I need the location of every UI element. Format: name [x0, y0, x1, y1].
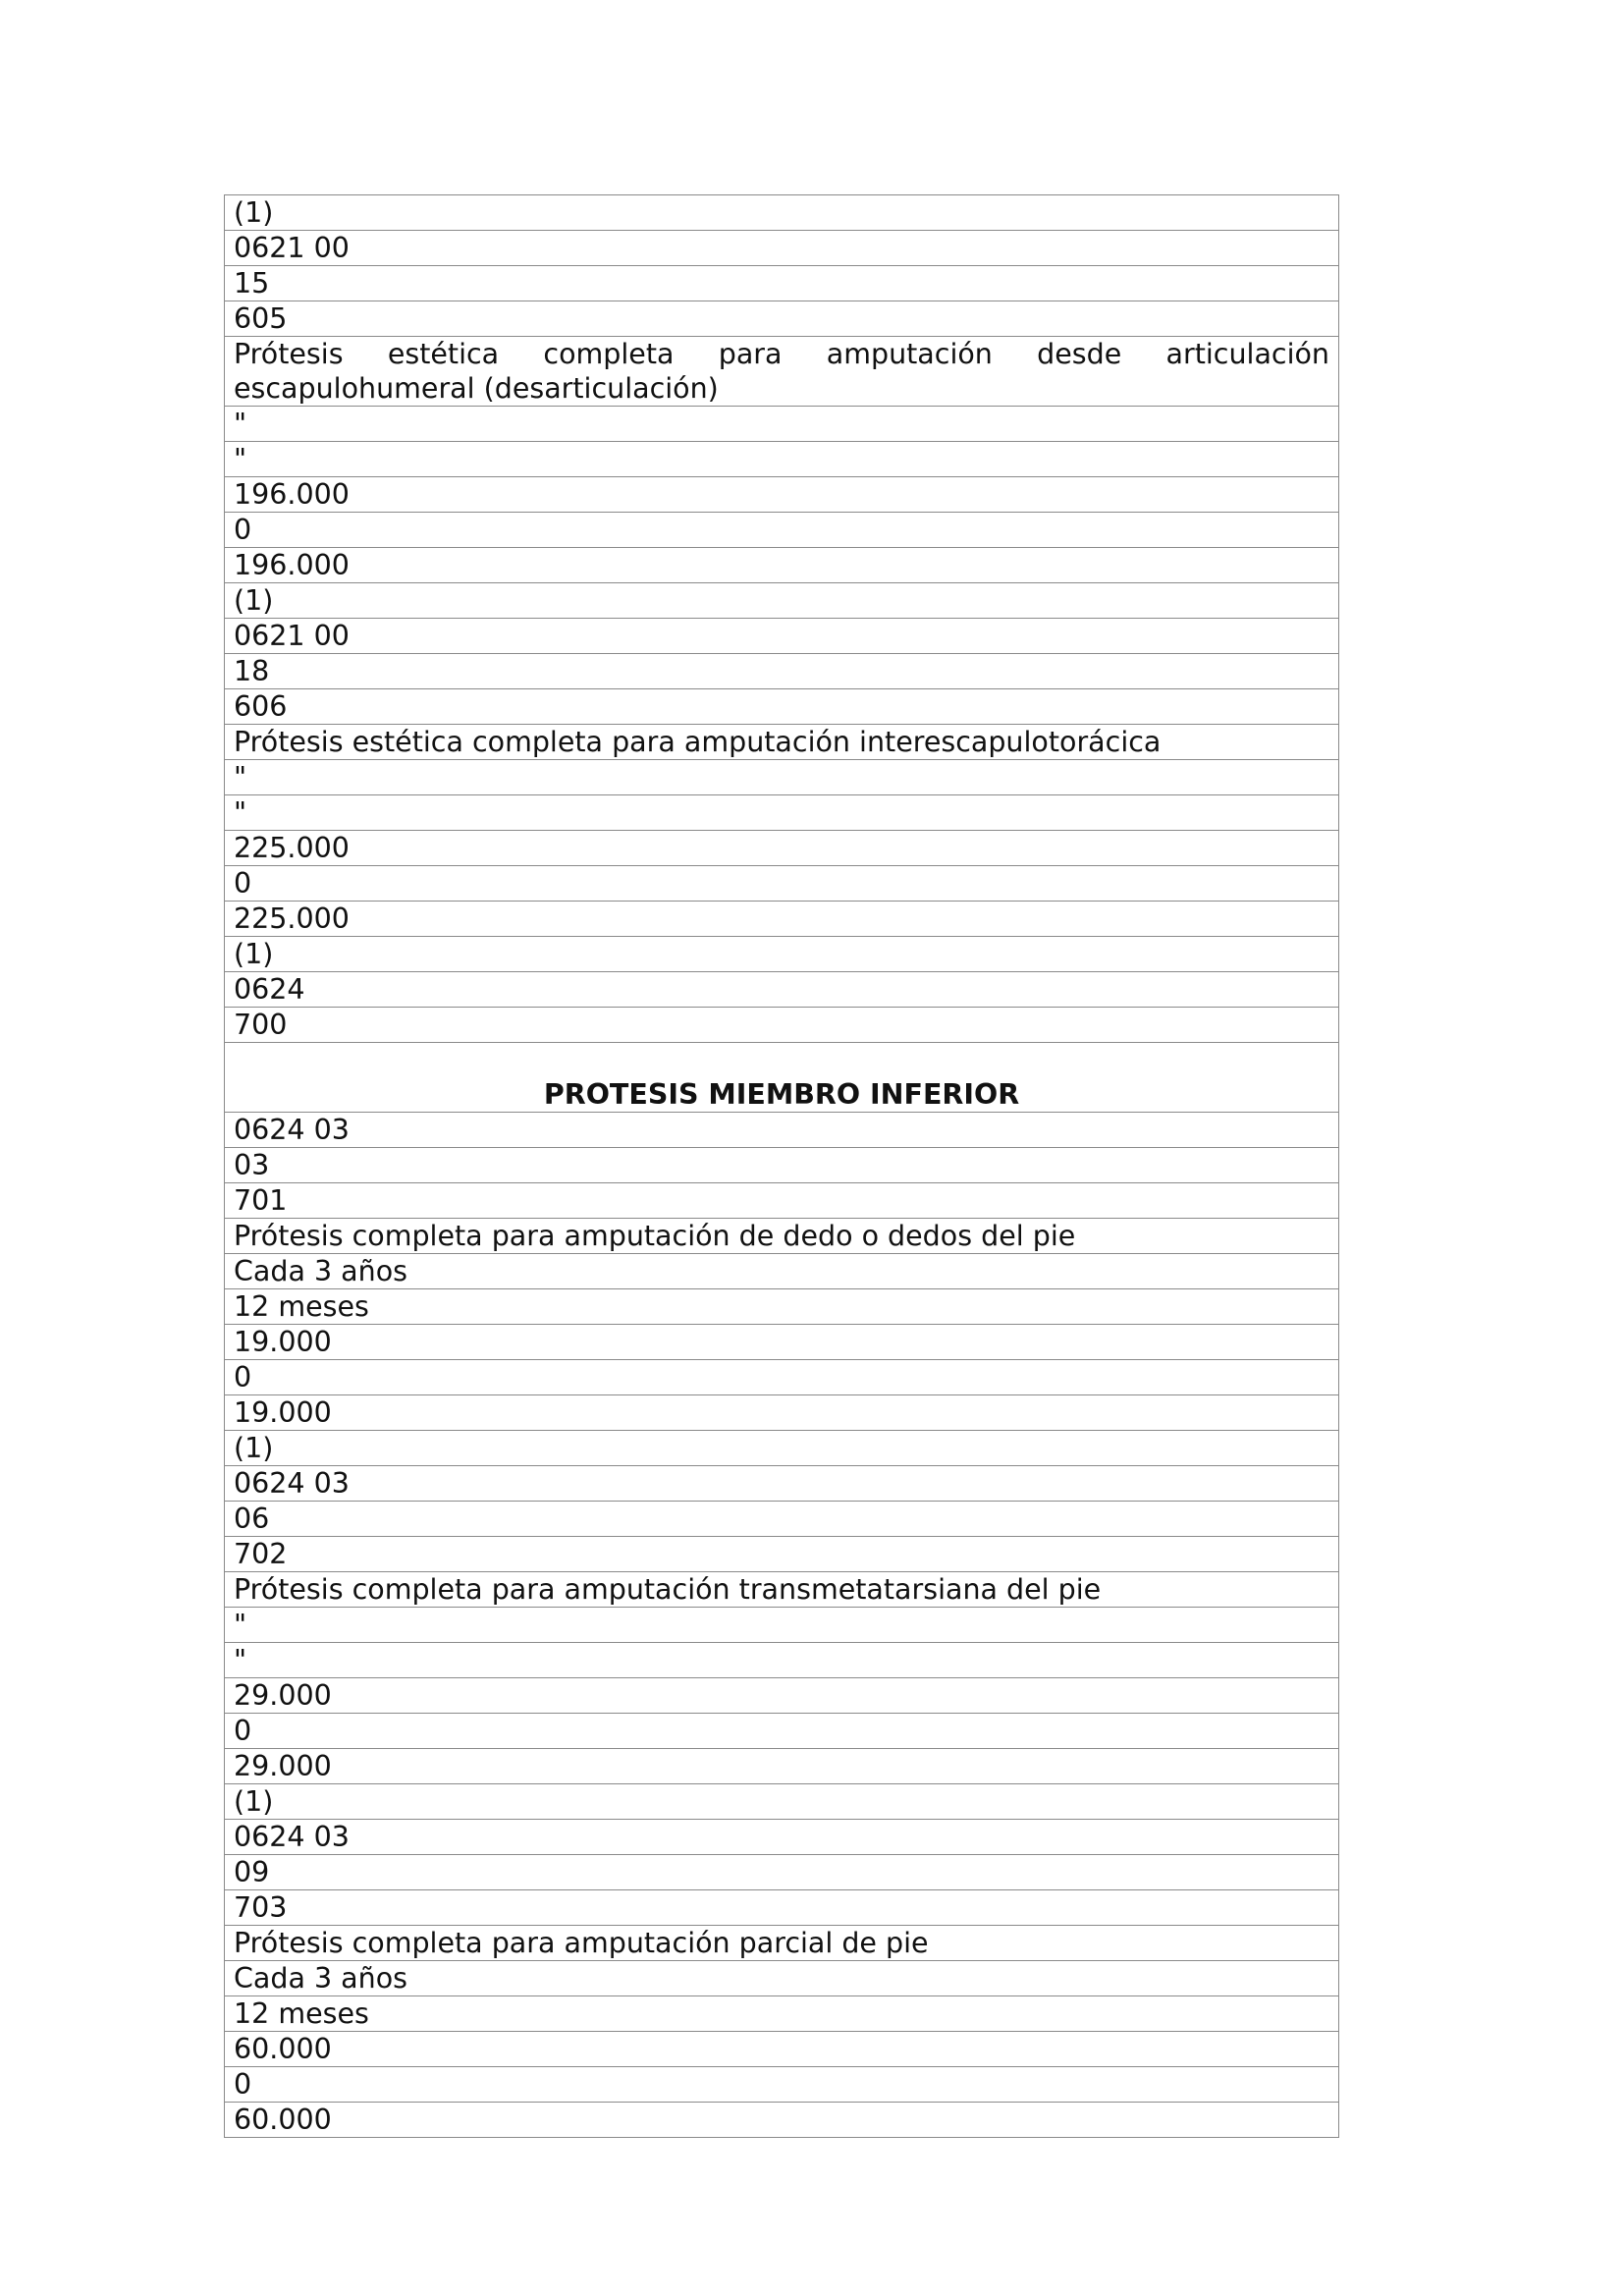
table-row [225, 2067, 1339, 2103]
table-cell: 225.000 [225, 902, 1339, 937]
table-row [225, 619, 1339, 654]
table-cell: 12 meses [225, 1996, 1339, 2032]
table-cell: " [225, 795, 1339, 831]
table-cell: 0624 03 [225, 1466, 1339, 1502]
table-cell: 702 [225, 1537, 1339, 1572]
table-row [225, 1572, 1339, 1608]
table-row [225, 831, 1339, 866]
table-cell: (1) [225, 1431, 1339, 1466]
table-row [225, 407, 1339, 442]
price-table [224, 194, 1339, 2138]
table-cell: 0 [225, 1360, 1339, 1395]
table-row [225, 1926, 1339, 1961]
table-row [225, 1996, 1339, 2032]
table-cell: Cada 3 años [225, 1961, 1339, 1996]
table-cell: 29.000 [225, 1678, 1339, 1714]
table-row [225, 2032, 1339, 2067]
table-row [225, 1608, 1339, 1643]
table-cell: 700 [225, 1008, 1339, 1043]
table-row [225, 689, 1339, 725]
table-cell: 225.000 [225, 831, 1339, 866]
table-cell: " [225, 1608, 1339, 1643]
table-cell: 0 [225, 2067, 1339, 2103]
table-cell: 0624 03 [225, 1113, 1339, 1148]
table-cell: (1) [225, 1784, 1339, 1820]
table-cell: " [225, 407, 1339, 442]
table-cell: 701 [225, 1183, 1339, 1219]
table-row [225, 442, 1339, 477]
table-row [225, 760, 1339, 795]
table-cell: (1) [225, 937, 1339, 972]
table-cell: Prótesis completa para amputación transmetatarsiana del pie [225, 1572, 1339, 1608]
table-cell: (1) [225, 195, 1339, 231]
table-cell: 0 [225, 866, 1339, 902]
table-cell: Cada 3 años [225, 1254, 1339, 1289]
table-row [225, 1643, 1339, 1678]
table-row [225, 972, 1339, 1008]
table-row [225, 548, 1339, 583]
table-cell: 15 [225, 266, 1339, 301]
table-row [225, 937, 1339, 972]
table-cell: 12 meses [225, 1289, 1339, 1325]
table-row [225, 1890, 1339, 1926]
table-row [225, 1113, 1339, 1148]
table-cell: 60.000 [225, 2103, 1339, 2138]
table-cell: 18 [225, 654, 1339, 689]
table-cell: " [225, 760, 1339, 795]
table-row [225, 795, 1339, 831]
table-row [225, 1254, 1339, 1289]
section-heading-row [225, 1043, 1339, 1113]
table-cell: 0 [225, 513, 1339, 548]
table-row [225, 1148, 1339, 1183]
table-row [225, 1714, 1339, 1749]
table-row [225, 1466, 1339, 1502]
table-cell: Prótesis estética completa para amputación desde articulación escapulohumeral (desarticulación) [225, 337, 1339, 407]
table-cell: 19.000 [225, 1325, 1339, 1360]
table-cell: 06 [225, 1502, 1339, 1537]
table-row [225, 1784, 1339, 1820]
table-cell: 606 [225, 689, 1339, 725]
table-row [225, 1961, 1339, 1996]
table-cell: Prótesis completa para amputación parcial de pie [225, 1926, 1339, 1961]
table-row [225, 1855, 1339, 1890]
table-row [225, 337, 1339, 407]
table-cell: 0624 [225, 972, 1339, 1008]
table-row [225, 301, 1339, 337]
table-row [225, 1325, 1339, 1360]
table-cell: 196.000 [225, 477, 1339, 513]
table-cell: 703 [225, 1890, 1339, 1926]
table-row [225, 583, 1339, 619]
table-cell: Prótesis estética completa para amputación interescapulotorácica [225, 725, 1339, 760]
table-row [225, 231, 1339, 266]
table-row [225, 1219, 1339, 1254]
table-row [225, 902, 1339, 937]
table-cell: 0621 00 [225, 231, 1339, 266]
table-cell: 196.000 [225, 548, 1339, 583]
table-cell: 0621 00 [225, 619, 1339, 654]
table-row [225, 1820, 1339, 1855]
table-row [225, 1289, 1339, 1325]
table-row [225, 513, 1339, 548]
table-cell: 03 [225, 1148, 1339, 1183]
table-row [225, 1678, 1339, 1714]
table-cell: (1) [225, 583, 1339, 619]
table-cell: 0 [225, 1714, 1339, 1749]
table-row [225, 477, 1339, 513]
table-row [225, 1749, 1339, 1784]
table-row [225, 1360, 1339, 1395]
table-row [225, 195, 1339, 231]
table-cell: Prótesis completa para amputación de dedo o dedos del pie [225, 1219, 1339, 1254]
table-row [225, 2103, 1339, 2138]
table-cell: 60.000 [225, 2032, 1339, 2067]
table-row [225, 654, 1339, 689]
table-row [225, 866, 1339, 902]
table-row [225, 1537, 1339, 1572]
section-heading: PROTESIS MIEMBRO INFERIOR [225, 1043, 1339, 1113]
table-cell: 19.000 [225, 1395, 1339, 1431]
table-cell: 09 [225, 1855, 1339, 1890]
table-row [225, 1502, 1339, 1537]
table-row [225, 1431, 1339, 1466]
table-row [225, 1395, 1339, 1431]
table-cell: 29.000 [225, 1749, 1339, 1784]
table-row [225, 266, 1339, 301]
table-row [225, 1183, 1339, 1219]
table-cell: " [225, 442, 1339, 477]
table-body [225, 195, 1339, 2138]
table-cell: 605 [225, 301, 1339, 337]
table-cell: " [225, 1643, 1339, 1678]
table-row [225, 725, 1339, 760]
table-row [225, 1008, 1339, 1043]
table-cell: 0624 03 [225, 1820, 1339, 1855]
